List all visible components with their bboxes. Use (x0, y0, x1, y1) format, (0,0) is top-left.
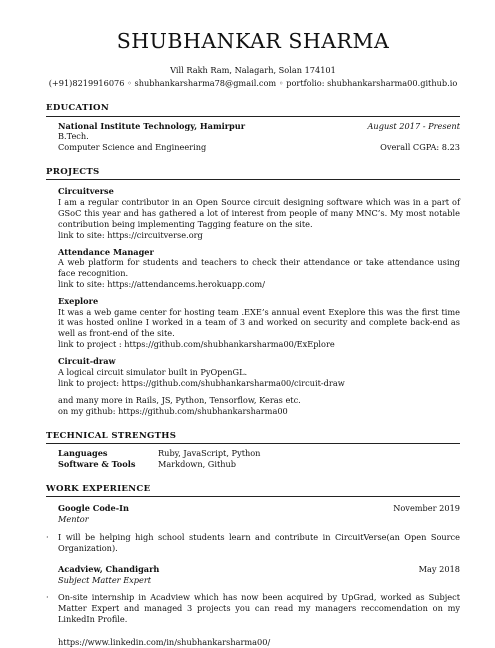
project-description: I am a regular contributor in an Open Source circuit designing software which was in a part of GSoC this year and has gathered a lot of interest from people of many MNC’s. My most notable contribution being implementing Tagging feature on the site. (58, 197, 460, 229)
project-item (58, 186, 460, 240)
project-item (58, 296, 460, 350)
job-bullet-text: On-site internship in Acadview which has now been acquired by UpGrad, worked as Subject Matter Expert and managed 3 projects you can read my managers reccomendation on my LinkedIn Profile. (58, 592, 460, 625)
major: Computer Science and Engineering (58, 142, 207, 153)
project-name: Circuitverse (58, 186, 114, 197)
job-bullet-text: I will be helping high school students learn and contribute in CircuitVerse(an Open Source Organization). (58, 532, 460, 553)
project-item (58, 247, 460, 290)
projects-heading: PROJECTS (46, 167, 460, 180)
education-row-3 (58, 142, 460, 153)
project-link[interactable]: link to project : https://github.com/shubhankarsharma00/ExEplore (58, 339, 335, 350)
candidate-name: SHUBHANKAR SHARMA (116, 29, 390, 53)
job-date: November 2019 (393, 503, 460, 514)
contact-line: (+91)8219916076 ◦ shubhankarsharma78@gmail.com ◦ portfolio: shubhankarsharma00.github.io (48, 78, 458, 89)
skills-value: Ruby, JavaScript, Python (158, 448, 261, 459)
skills-key: Languages (58, 448, 108, 459)
cgpa: Overall CGPA: 8.23 (380, 142, 460, 153)
project-link[interactable]: link to project: https://github.com/shubhankarsharma00/circuit-draw (58, 377, 345, 388)
skills-heading: TECHNICAL STRENGTHS (46, 431, 460, 444)
project-name: Exeplore (58, 295, 99, 306)
skills-row (58, 459, 460, 470)
project-name: Circuit-draw (58, 355, 116, 366)
degree: B.Tech. (58, 131, 89, 142)
skills-section (46, 448, 460, 470)
github-link[interactable]: on my github: https://github.com/shubhankarsharma00 (58, 406, 288, 417)
skills-key: Software & Tools (58, 459, 136, 470)
education-section (46, 121, 460, 153)
bullet-icon: · (46, 532, 49, 543)
education-dates: August 2017 - Present (367, 120, 460, 131)
skills-row (58, 448, 460, 459)
job-item (46, 503, 460, 553)
bullet-icon: · (46, 592, 49, 603)
project-description: A logical circuit simulator built in PyOpenGL. (58, 366, 248, 377)
job-bullet (46, 592, 460, 624)
work-heading: WORK EXPERIENCE (46, 484, 460, 497)
job-role: Subject Matter Expert (58, 574, 152, 585)
job-header (58, 564, 460, 575)
address-line: Vill Rakh Ram, Nalagarh, Solan 174101 (170, 64, 336, 75)
work-section (46, 503, 460, 647)
job-role: Mentor (58, 514, 89, 525)
more-projects: and many more in Rails, JS, Python, Tensorflow, Keras etc. (58, 395, 301, 406)
project-description: A web platform for students and teachers to check their attendance or take attendance using face recognition. (58, 257, 460, 279)
skills-value: Markdown, Github (158, 459, 237, 470)
project-link[interactable]: link to site: https://attendancems.herokuapp.com/ (58, 279, 265, 289)
project-description: It was a web game center for hosting team .EXE’s annual event Exeplore this was the first time it was hosted online I worked in a team of 3 and worked on security and complete back-end as well as front-end of the site. (58, 306, 460, 339)
projects-section (46, 186, 460, 417)
linkedin-link[interactable]: https://www.linkedin.com/in/shubhankarsharma00/ (58, 636, 271, 647)
project-item (58, 356, 460, 388)
job-bullet (46, 532, 460, 554)
project-link[interactable]: link to site: https://circuitverse.org (58, 229, 203, 240)
job-company: Acadview, Chandigarh (58, 563, 160, 574)
education-heading: EDUCATION (46, 103, 460, 116)
institute-name: National Institute Technology, Hamirpur (58, 120, 246, 131)
project-name: Attendance Manager (58, 246, 154, 257)
job-header (58, 503, 460, 514)
education-row-1 (58, 121, 460, 132)
job-item (46, 563, 460, 625)
job-date: May 2018 (418, 563, 460, 574)
job-company: Google Code-In (58, 503, 129, 514)
